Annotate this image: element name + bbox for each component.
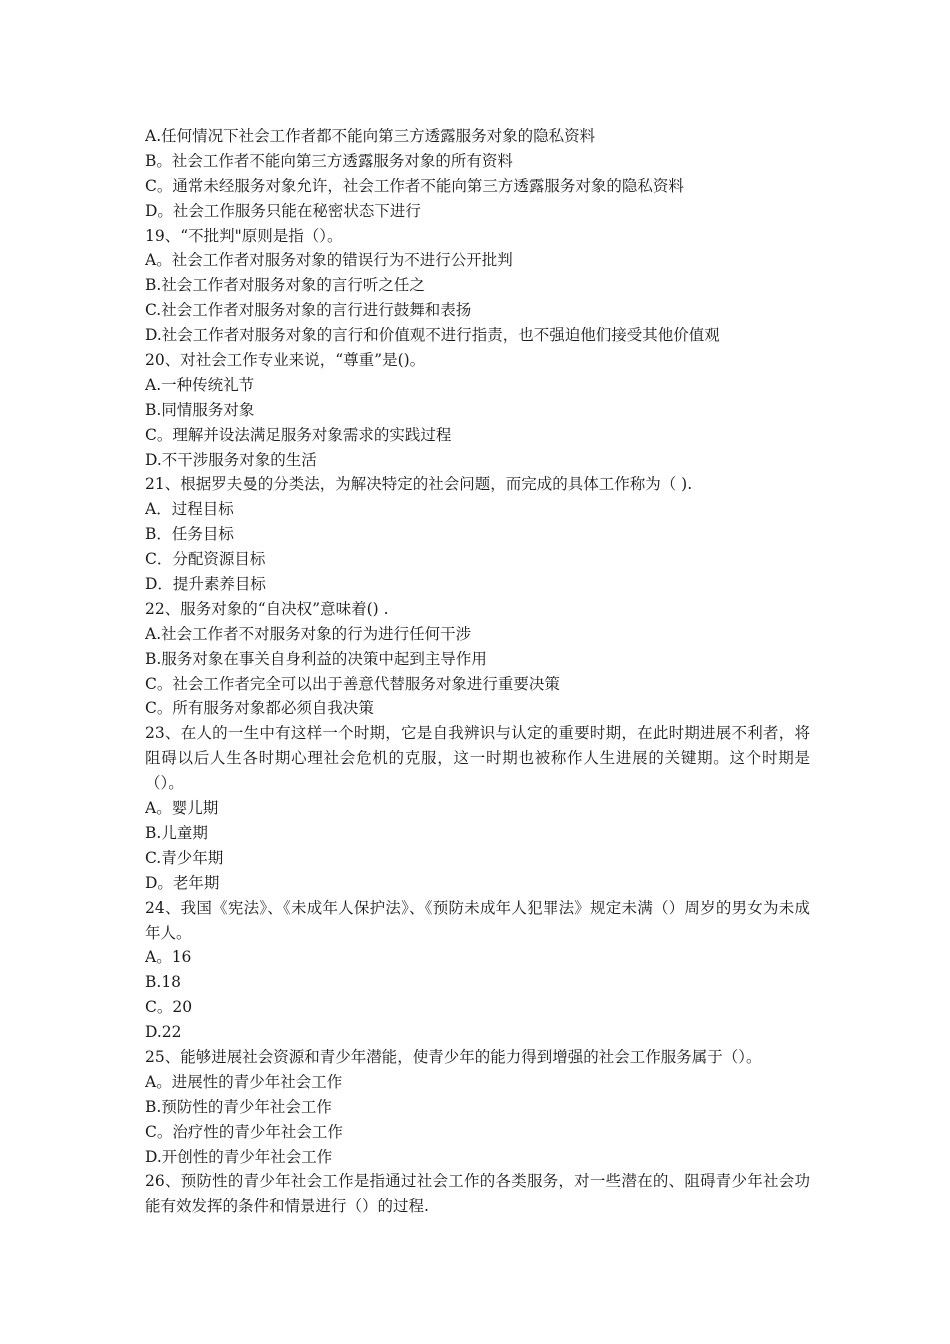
option-line: D．提升素养目标 <box>145 575 266 594</box>
question-20: 20、对社会工作专业来说，“尊重”是()。 <box>145 351 426 370</box>
option-line: B.预防性的青少年社会工作 <box>145 1097 332 1116</box>
option-line: C。所有服务对象都必须自我决策 <box>145 699 374 718</box>
document-page <box>145 124 810 1219</box>
option-line: C。通常未经服务对象允许，社会工作者不能向第三方透露服务对象的隐私资料 <box>145 176 684 195</box>
question-26: 26、预防性的青少年社会工作是指通过社会工作的各类服务，对一些潜在的、阻碍青少年社会功能有效发挥的条件和情景进行（）的过程. <box>145 1172 810 1216</box>
option-line: A．过程目标 <box>145 500 234 519</box>
question-21: 21、根据罗夫曼的分类法，为解决特定的社会问题，而完成的具体工作称为（ ). <box>145 475 693 494</box>
option-line: A.任何情况下社会工作者都不能向第三方透露服务对象的隐私资料 <box>145 127 596 145</box>
option-line: B.18 <box>145 973 182 992</box>
option-line: C。20 <box>145 998 193 1017</box>
option-line: D.社会工作者对服务对象的言行和价值观不进行指责，也不强迫他们接受其他价值观 <box>145 326 720 345</box>
question-24: 24、我国《宪法》、《未成年人保护法》、《预防未成年人犯罪法》规定未满（）周岁的男女为未成年人。 <box>145 898 810 942</box>
option-line: B．任务目标 <box>145 525 234 544</box>
question-25: 25、能够进展社会资源和青少年潜能，使青少年的能力得到增强的社会工作服务属于（）。 <box>145 1048 762 1067</box>
option-line: D。社会工作服务只能在秘密状态下进行 <box>145 201 421 220</box>
question-19: 19、“不批判"原则是指（）。 <box>145 226 343 245</box>
option-line: D.22 <box>145 1023 182 1042</box>
question-23: 23、在人的一生中有这样一个时期，它是自我辨识与认定的重要时期，在此时期进展不利者，将阻碍以后人生各时期心理社会危机的克服，这一时期也被称作人生进展的关键期。这个时期是（）。 <box>145 724 810 793</box>
option-line: D.不干涉服务对象的生活 <box>145 450 317 469</box>
option-line: C。理解并设法满足服务对象需求的实践过程 <box>145 425 452 444</box>
option-line: C。治疗性的青少年社会工作 <box>145 1122 343 1141</box>
option-line: A。婴儿期 <box>145 799 219 818</box>
option-line: B.服务对象在事关自身利益的决策中起到主导作用 <box>145 649 487 668</box>
option-line: B.同情服务对象 <box>145 400 255 419</box>
option-line: D.开创性的青少年社会工作 <box>145 1147 333 1166</box>
option-line: A.社会工作者不对服务对象的行为进行任何干涉 <box>145 624 472 643</box>
option-line: C.青少年期 <box>145 848 224 867</box>
option-line: A。进展性的青少年社会工作 <box>145 1072 343 1091</box>
option-line: B。社会工作者不能向第三方透露服务对象的所有资料 <box>145 151 513 170</box>
question-22: 22、服务对象的“自决权”意味着() . <box>145 599 389 618</box>
option-line: B.社会工作者对服务对象的言行听之任之 <box>145 276 425 295</box>
option-line: D。老年期 <box>145 873 220 892</box>
option-line: C．分配资源目标 <box>145 550 266 569</box>
option-line: B.儿童期 <box>145 823 208 842</box>
option-line: C。社会工作者完全可以出于善意代替服务对象进行重要决策 <box>145 674 560 693</box>
option-line: C.社会工作者对服务对象的言行进行鼓舞和表扬 <box>145 301 472 320</box>
option-line: A。社会工作者对服务对象的错误行为不进行公开批判 <box>145 251 513 270</box>
option-line: A。16 <box>145 948 192 967</box>
option-line: A.一种传统礼节 <box>145 375 255 394</box>
